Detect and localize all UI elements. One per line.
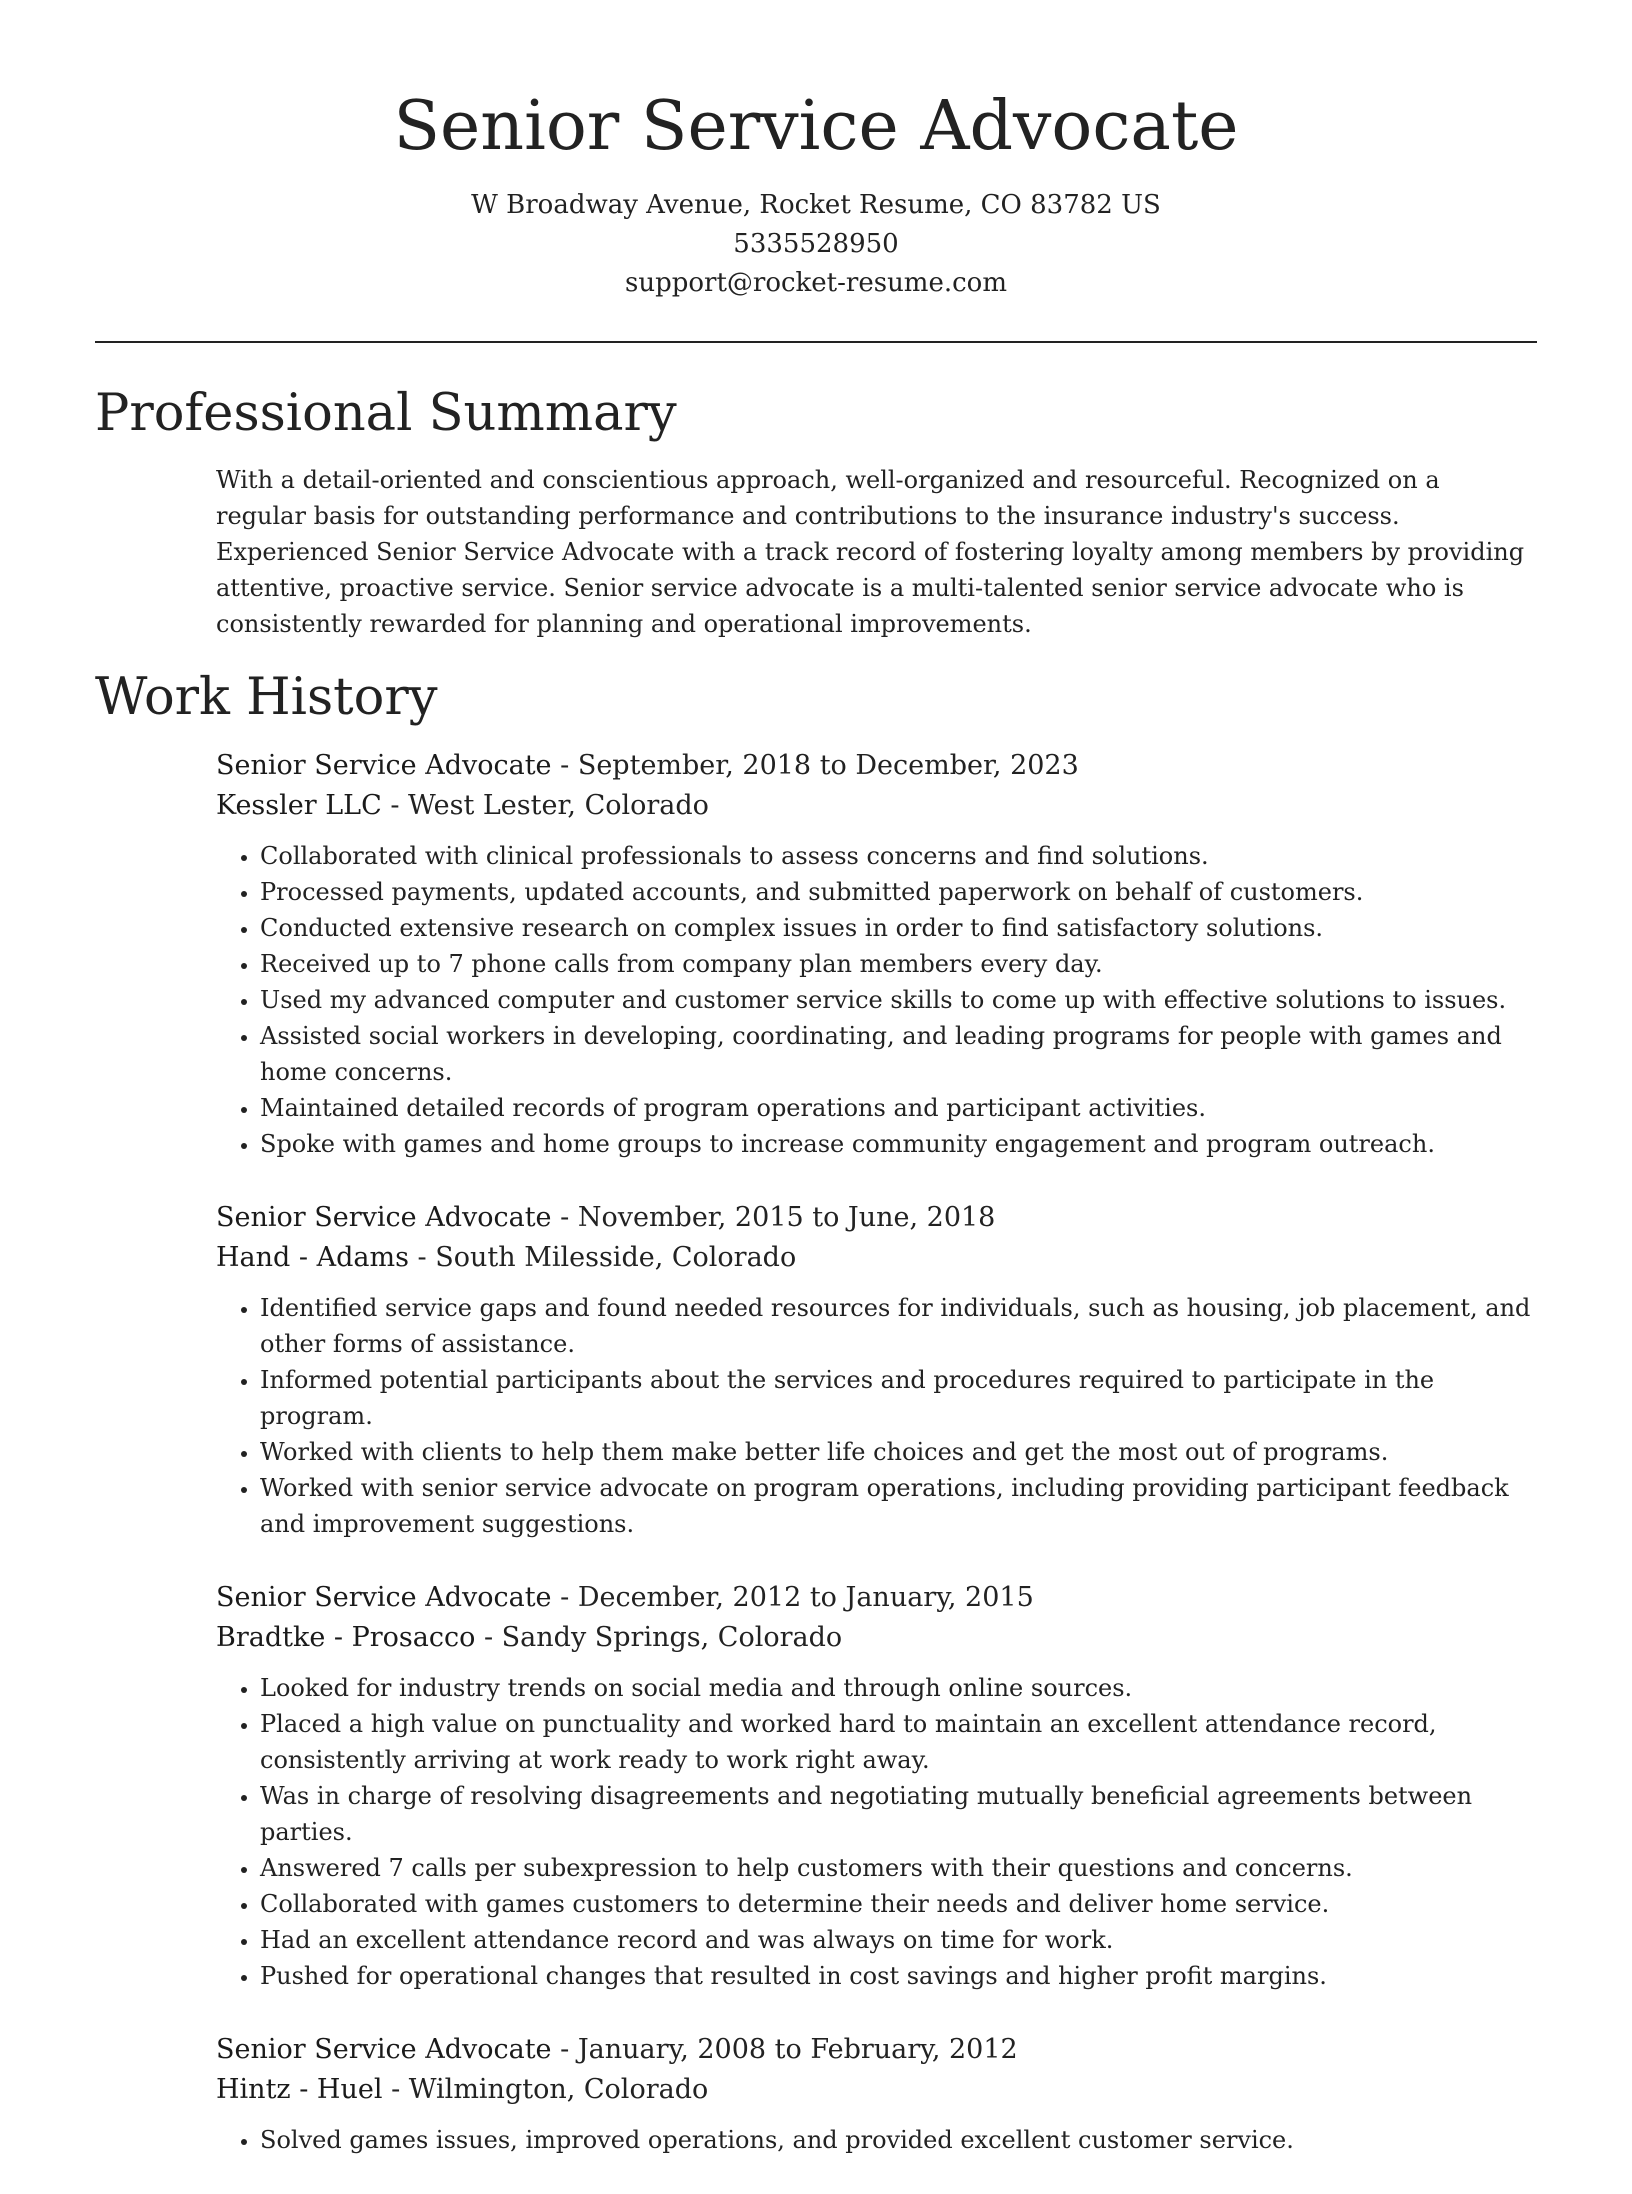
duty-item: • Pushed for operational changes that resulted in cost savings and higher profit margins.	[260, 1958, 1536, 1994]
contact-address: W Broadway Avenue, Rocket Resume, CO 83782 US	[471, 190, 1161, 220]
job-company-line	[216, 1618, 1536, 1658]
job-company: Bradtke - Prosacco	[216, 1622, 476, 1653]
duty-item: • Looked for industry trends on social media and through online sources.	[260, 1670, 1536, 1706]
header-divider	[95, 341, 1537, 343]
summary-text: With a detail-oriented and conscientious approach, well-organized and resourceful. Recognized on a regular basis for outstanding performance and contributions to the insurance industry's success. Experienced Senior Service Advocate with a track record of fostering loyalty among members by providing attentive, proactive service. Senior service advocate is a multi-talented senior service advocate who is consistently rewarded for planning and operational improvements.	[216, 466, 1525, 638]
job-company: Kessler LLC	[216, 790, 382, 821]
job-location: - Wilmington, Colorado	[382, 2074, 709, 2105]
job-position: Senior Service Advocate	[216, 2034, 552, 2065]
job-duties	[216, 1290, 1536, 1542]
duty-item: • Identified service gaps and found needed resources for individuals, such as housing, job placement, and other forms of assistance.	[260, 1290, 1536, 1362]
job-company: Hintz - Huel	[216, 2074, 383, 2105]
duty-item: • Informed potential participants about the services and procedures required to participate in the program.	[260, 1362, 1536, 1434]
duty-item: • Assisted social workers in developing, coordinating, and leading programs for people with games and home concerns.	[260, 1018, 1536, 1090]
candidate-name: Senior Service Advocate	[393, 87, 1239, 166]
duty-item: • Worked with senior service advocate on program operations, including providing participant feedback and improvement suggestions.	[260, 1470, 1536, 1542]
job-dates: - September, 2018 to December, 2023	[551, 750, 1079, 781]
job-entry	[216, 1578, 1536, 1994]
job-company-line	[216, 1238, 1536, 1278]
job-title-line	[216, 746, 1536, 786]
job-title-line	[216, 1198, 1536, 1238]
job-title-line	[216, 2030, 1536, 2070]
duty-item: • Answered 7 calls per subexpression to help customers with their questions and concerns.	[260, 1850, 1536, 1886]
job-duties	[216, 838, 1536, 1162]
contact-info	[95, 186, 1537, 303]
contact-email: support@rocket-resume.com	[624, 268, 1007, 298]
duty-item: • Had an excellent attendance record and was always on time for work.	[260, 1922, 1536, 1958]
job-location: - South Milesside, Colorado	[408, 1242, 797, 1273]
duty-item: • Processed payments, updated accounts, and submitted paperwork on behalf of customers.	[260, 874, 1536, 910]
work-history-heading: Work History	[95, 668, 438, 727]
job-company-line	[216, 786, 1536, 826]
job-entry	[216, 746, 1536, 1162]
job-entry	[216, 2030, 1536, 2158]
duty-item: • Received up to 7 phone calls from company plan members every day.	[260, 946, 1536, 982]
duty-item: • Maintained detailed records of program operations and participant activities.	[260, 1090, 1536, 1126]
duty-item: • Conducted extensive research on complex issues in order to find satisfactory solutions.	[260, 910, 1536, 946]
summary-heading: Professional Summary	[95, 384, 677, 443]
work-history-list	[216, 746, 1536, 2194]
duty-item: • Placed a high value on punctuality and worked hard to maintain an excellent attendance record, consistently arriving at work ready to work right away.	[260, 1706, 1536, 1778]
resume-header	[95, 82, 1537, 303]
duty-item: • Spoke with games and home groups to increase community engagement and program outreach.	[260, 1126, 1536, 1162]
job-location: - Sandy Springs, Colorado	[475, 1622, 843, 1653]
job-duties	[216, 1670, 1536, 1994]
job-dates: - November, 2015 to June, 2018	[551, 1202, 996, 1233]
job-company: Hand - Adams	[216, 1242, 409, 1273]
job-position: Senior Service Advocate	[216, 1202, 552, 1233]
job-dates: - January, 2008 to February, 2012	[551, 2034, 1018, 2065]
job-dates: - December, 2012 to January, 2015	[551, 1582, 1034, 1613]
job-position: Senior Service Advocate	[216, 750, 552, 781]
duty-item: • Used my advanced computer and customer service skills to come up with effective solutions to issues.	[260, 982, 1536, 1018]
duty-item: • Worked with clients to help them make better life choices and get the most out of programs.	[260, 1434, 1536, 1470]
job-position: Senior Service Advocate	[216, 1582, 552, 1613]
job-entry	[216, 1198, 1536, 1542]
job-location: - West Lester, Colorado	[381, 790, 709, 821]
duty-item: • Collaborated with games customers to determine their needs and deliver home service.	[260, 1886, 1536, 1922]
job-duties	[216, 2122, 1536, 2158]
contact-phone: 5335528950	[733, 229, 899, 259]
job-company-line	[216, 2070, 1536, 2110]
duty-item: • Was in charge of resolving disagreements and negotiating mutually beneficial agreements between parties.	[260, 1778, 1536, 1850]
duty-item: • Solved games issues, improved operations, and provided excellent customer service.	[260, 2122, 1536, 2158]
job-title-line	[216, 1578, 1536, 1618]
duty-item: • Collaborated with clinical professionals to assess concerns and find solutions.	[260, 838, 1536, 874]
